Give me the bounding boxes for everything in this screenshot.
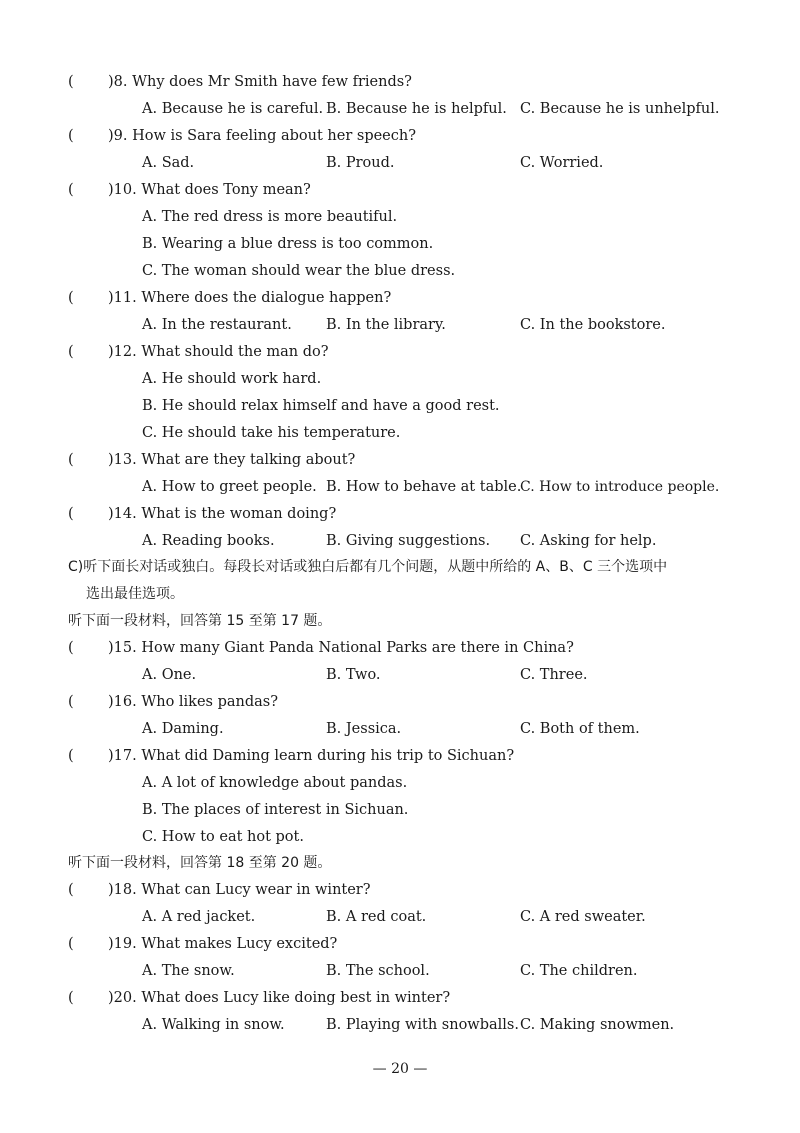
q9-option-b: B. Proud.: [326, 155, 395, 171]
answer-paren: (: [68, 882, 74, 898]
material-instruction-15-17: 听下面一段材料，回答第 15 至第 17 题。: [68, 613, 332, 629]
q19-option-a: A. The snow.: [142, 963, 235, 979]
q13-option-a: A. How to greet people.: [142, 479, 317, 495]
answer-paren: (: [68, 640, 74, 656]
q17-option-a: A. A lot of knowledge about pandas.: [142, 775, 408, 791]
answer-paren: (: [68, 128, 74, 144]
q16-option-a: A. Daming.: [142, 721, 224, 737]
q14-option-a: A. Reading books.: [142, 533, 275, 549]
question-13: )13. What are they talking about?: [108, 452, 356, 468]
question-20: )20. What does Lucy like doing best in winter?: [108, 990, 451, 1006]
material-instruction-18-20: 听下面一段材料，回答第 18 至第 20 题。: [68, 855, 332, 871]
q10-option-c: C. The woman should wear the blue dress.: [142, 263, 456, 279]
q14-option-c: C. Asking for help.: [520, 533, 657, 549]
q18-option-a: A. A red jacket.: [142, 909, 256, 925]
q11-option-b: B. In the library.: [326, 317, 446, 333]
question-10: )10. What does Tony mean?: [108, 182, 311, 198]
q15-option-c: C. Three.: [520, 667, 588, 683]
section-c-instruction-cont: 选出最佳选项。: [86, 586, 184, 602]
question-9: )9. How is Sara feeling about her speech?: [108, 128, 416, 144]
q20-option-c: C. Making snowmen.: [520, 1017, 675, 1033]
answer-paren: (: [68, 182, 74, 198]
q18-option-c: C. A red sweater.: [520, 909, 646, 925]
q10-option-a: A. The red dress is more beautiful.: [142, 209, 398, 225]
q10-option-b: B. Wearing a blue dress is too common.: [142, 236, 434, 252]
q15-option-a: A. One.: [142, 667, 197, 683]
question-11: )11. Where does the dialogue happen?: [108, 290, 392, 306]
q17-option-c: C. How to eat hot pot.: [142, 829, 304, 845]
answer-paren: (: [68, 452, 74, 468]
q14-option-b: B. Giving suggestions.: [326, 533, 491, 549]
q8-option-b: B. Because he is helpful.: [326, 101, 507, 117]
q20-option-b: B. Playing with snowballs.: [326, 1017, 519, 1033]
question-16: )16. Who likes pandas?: [108, 694, 279, 710]
q16-option-c: C. Both of them.: [520, 721, 640, 737]
q19-option-b: B. The school.: [326, 963, 430, 979]
q8-option-a: A. Because he is careful.: [142, 101, 324, 117]
q11-option-c: C. In the bookstore.: [520, 317, 666, 333]
q16-option-b: B. Jessica.: [326, 721, 402, 737]
q9-option-a: A. Sad.: [142, 155, 195, 171]
answer-paren: (: [68, 506, 74, 522]
answer-paren: (: [68, 748, 74, 764]
answer-paren: (: [68, 344, 74, 360]
q18-option-b: B. A red coat.: [326, 909, 427, 925]
answer-paren: (: [68, 990, 74, 1006]
q9-option-c: C. Worried.: [520, 155, 604, 171]
q17-option-b: B. The places of interest in Sichuan.: [142, 802, 409, 818]
answer-paren: (: [68, 74, 74, 90]
question-8: )8. Why does Mr Smith have few friends?: [108, 74, 412, 90]
q12-option-b: B. He should relax himself and have a good rest.: [142, 398, 500, 414]
question-15: )15. How many Giant Panda National Parks are there in China?: [108, 640, 574, 656]
page-number: — 20 —: [372, 1061, 428, 1077]
q20-option-a: A. Walking in snow.: [142, 1017, 285, 1033]
question-18: )18. What can Lucy wear in winter?: [108, 882, 371, 898]
question-19: )19. What makes Lucy excited?: [108, 936, 338, 952]
q19-option-c: C. The children.: [520, 963, 638, 979]
q8-option-c: C. Because he is unhelpful.: [520, 101, 720, 117]
q13-option-b: B. How to behave at table.: [326, 479, 522, 495]
q13-option-c: C. How to introduce people.: [520, 479, 720, 495]
section-c-instruction: C)听下面长对话或独白。每段长对话或独白后都有几个问题，从题中所给的 A、B、C 三个选项中: [68, 559, 668, 575]
answer-paren: (: [68, 694, 74, 710]
q11-option-a: A. In the restaurant.: [142, 317, 292, 333]
q12-option-c: C. He should take his temperature.: [142, 425, 401, 441]
q15-option-b: B. Two.: [326, 667, 381, 683]
answer-paren: (: [68, 936, 74, 952]
question-12: )12. What should the man do?: [108, 344, 329, 360]
q12-option-a: A. He should work hard.: [142, 371, 322, 387]
question-17: )17. What did Daming learn during his trip to Sichuan?: [108, 748, 515, 764]
question-14: )14. What is the woman doing?: [108, 506, 337, 522]
answer-paren: (: [68, 290, 74, 306]
